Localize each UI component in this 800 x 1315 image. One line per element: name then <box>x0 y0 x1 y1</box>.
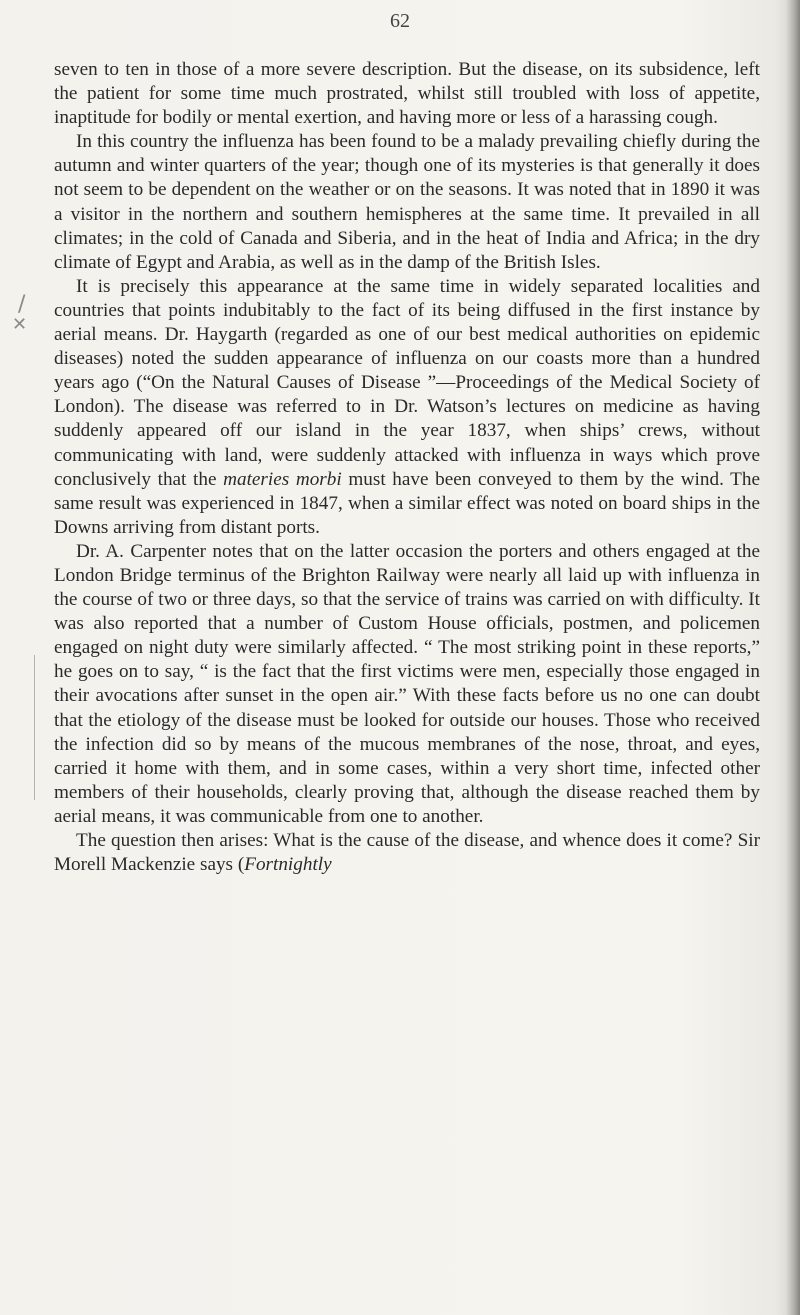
page-edge-shadow <box>786 0 800 1315</box>
pencil-slash-mark: / <box>18 292 26 317</box>
pencil-cross-mark: ✕ <box>12 314 28 335</box>
italic-text-run: materies morbi <box>223 468 342 490</box>
text-run: seven to ten in those of a more severe description. But the disease, on its subsidence, left the patient for some time much prostrated, whilst still troubled with loss of appetite, inaptitude for bodily or mental exertion, and having more or less of a harassing cough. <box>54 59 760 129</box>
body-text <box>54 58 760 877</box>
text-run: It is precisely this appearance at the same time in widely separated localities and countries that points indubitably to the fact of its being diffused in the first instance by aerial means. Dr. Haygarth (regarded as one of our best medical authorities on epidemic diseases) noted the sudden appearance of influenza on our coasts more than a hundred years ago (“On the Natural Causes of Disease ”—Proceedings of the Medical Society of London). The disease was referred to in Dr. Watson’s lectures on medicine as having suddenly appeared off our island in the year 1837, when ships’ crews, without communicating with land, were suddenly attacked with influenza in ways which prove conclusively that the <box>54 275 760 490</box>
paragraph <box>54 58 760 130</box>
text-run: The question then arises: What is the cause of the disease, and whence does it come? Sir Morell Mackenzie says ( <box>54 830 760 876</box>
text-run: In this country the influenza has been found to be a malady prevailing chiefly during the autumn and winter quarters of the year; though one of its mysteries is that generally it does not seem to be dependent on the weather or on the seasons. It was noted that in 1890 it was a visitor in the northern and southern hemispheres at the same time. It prevailed in all climates; in the cold of Canada and Siberia, and in the heat of India and Africa; in the dry climate of Egypt and Arabia, as well as in the damp of the British Isles. <box>54 131 760 273</box>
page-number: 62 <box>390 10 410 32</box>
paragraph <box>54 130 760 275</box>
text-run: must have been conveyed to them by the wind. The same result was experienced in 1847, when a similar effect was noted on board ships in the Downs arriving from distant ports. <box>54 468 760 538</box>
italic-text-run: Fortnightly <box>244 854 332 876</box>
paragraph <box>54 540 760 829</box>
paragraph <box>54 275 760 540</box>
paragraph <box>54 829 760 877</box>
text-run: Dr. A. Carpenter notes that on the latter occasion the porters and others engaged at the London Bridge terminus of the Brighton Railway were nearly all laid up with influenza in the course of two or three days, so that the service of trains was carried on with difficulty. It was also reported that a number of Custom House officials, postmen, and policemen engaged on night duty were similarly affected. “ The most striking point in these reports,” he goes on to say, “ is the fact that the first victims were men, especially those engaged in their avocations after sunset in the open air.” With these facts before us no one can doubt that the etiology of the disease must be looked for outside our houses. Those who received the infection did so by means of the mucous membranes of the nose, throat, and eyes, carried it home with them, and in some cases, within a very short time, infected other members of their households, clearly proving that, although the disease reached them by aerial means, it was communicable from one to another. <box>54 540 760 827</box>
pencil-margin-line <box>34 655 35 800</box>
